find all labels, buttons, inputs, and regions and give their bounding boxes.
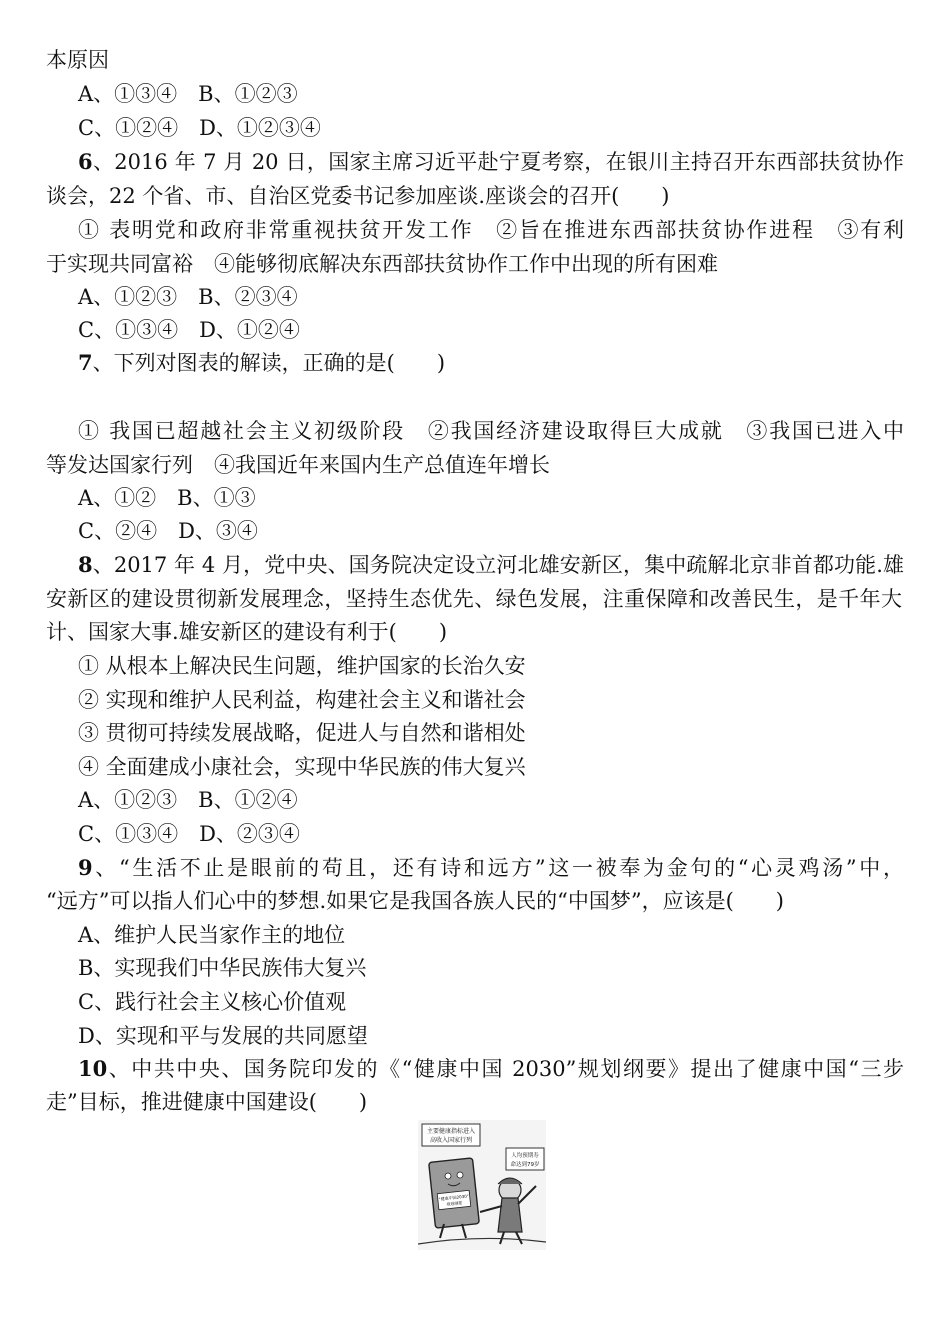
statement-line: ② 实现和维护人民利益，构建社会主义和谐社会 bbox=[78, 688, 526, 712]
question-8-stem: 8、2017 年 4 月，党中央、国务院决定设立河北雄安新区，集中疏解北京非首都功能.雄 bbox=[78, 552, 904, 577]
question-number: 7 bbox=[78, 350, 93, 375]
right-sign-line2: 命达到79岁 bbox=[510, 1162, 540, 1168]
question-number: 6 bbox=[78, 149, 93, 174]
statement-line: ① 从根本上解决民生问题，维护国家的长治久安 bbox=[78, 654, 526, 678]
options-line: A、①③④ B、①②③ bbox=[78, 82, 298, 106]
question-6-stem: 6、2016 年 7 月 20 日，国家主席习近平赴宁夏考察，在银川主持召开东西部扶贫协作 bbox=[78, 149, 904, 174]
right-sign-line1: 人均预期寿 bbox=[511, 1153, 539, 1159]
text-line: 本原因 bbox=[46, 48, 109, 72]
health-china-cartoon bbox=[418, 1120, 546, 1250]
options-line: A、①②③ B、②③④ bbox=[78, 285, 298, 309]
question-9-stem: 9、“生活不止是眼前的苟且，还有诗和远方”这一被奉为金句的“心灵鸡汤”中， bbox=[78, 855, 904, 880]
book-title-line1: “健康中国2030” bbox=[438, 1193, 470, 1202]
question-number: 10 bbox=[78, 1056, 108, 1081]
statement-line: ③ 贯彻可持续发展战略，促进人与自然和谐相处 bbox=[78, 721, 526, 745]
option-line: C、践行社会主义核心价值观 bbox=[78, 990, 347, 1014]
options-line: C、②④ D、③④ bbox=[78, 519, 258, 543]
question-9-stem-cont: “远方”可以指人们心中的梦想.如果它是我国各族人民的“中国梦”，应该是( ) bbox=[46, 889, 785, 913]
question-7-statements-cont: 等发达国家行列 ④我国近年来国内生产总值连年增长 bbox=[46, 453, 550, 477]
options-line: A、①②③ B、①②④ bbox=[78, 788, 298, 812]
question-8-stem-cont: 安新区的建设贯彻新发展理念，坚持生态优先、绿色发展，注重保障和改善民生，是千年大 bbox=[46, 587, 902, 611]
statement-line: ④ 全面建成小康社会，实现中华民族的伟大复兴 bbox=[78, 755, 526, 779]
question-number: 9 bbox=[78, 855, 93, 880]
question-6-stem-cont: 谈会，22 个省、市、自治区党委书记参加座谈.座谈会的召开( ) bbox=[46, 184, 670, 208]
question-7-stem: 7、下列对图表的解读，正确的是( ) bbox=[78, 350, 446, 375]
question-7-statements: ① 我国已超越社会主义初级阶段 ②我国经济建设取得巨大成就 ③我国已进入中 bbox=[78, 419, 904, 443]
left-sign-line1: 主要健康指标进入 bbox=[426, 1128, 476, 1135]
option-line: B、实现我们中华民族伟大复兴 bbox=[78, 956, 367, 980]
options-line: A、①② B、①③ bbox=[78, 486, 256, 510]
question-6-statements: ① 表明党和政府非常重视扶贫开发工作 ②旨在推进东西部扶贫协作进程 ③有利 bbox=[78, 218, 904, 242]
question-10-stem-cont: 走”目标，推进健康中国建设( ) bbox=[46, 1090, 368, 1114]
option-line: A、维护人民当家作主的地位 bbox=[78, 923, 346, 947]
question-number: 8 bbox=[78, 552, 93, 577]
options-line: C、①③④ D、②③④ bbox=[78, 822, 300, 846]
left-sign-line2: 高收入国家行列 bbox=[429, 1137, 473, 1144]
question-10-stem: 10、中共中央、国务院印发的《“健康中国 2030”规划纲要》提出了健康中国“三步 bbox=[78, 1056, 904, 1081]
options-line: C、①②④ D、①②③④ bbox=[78, 116, 321, 140]
question-8-stem-cont: 计、国家大事.雄安新区的建设有利于( ) bbox=[46, 620, 448, 644]
question-6-statements-cont: 于实现共同富裕 ④能够彻底解决东西部扶贫协作工作中出现的所有困难 bbox=[46, 252, 718, 276]
options-line: C、①③④ D、①②④ bbox=[78, 318, 300, 342]
option-line: D、实现和平与发展的共同愿望 bbox=[78, 1024, 368, 1048]
book-title-line2: 规划纲要 bbox=[446, 1200, 463, 1207]
